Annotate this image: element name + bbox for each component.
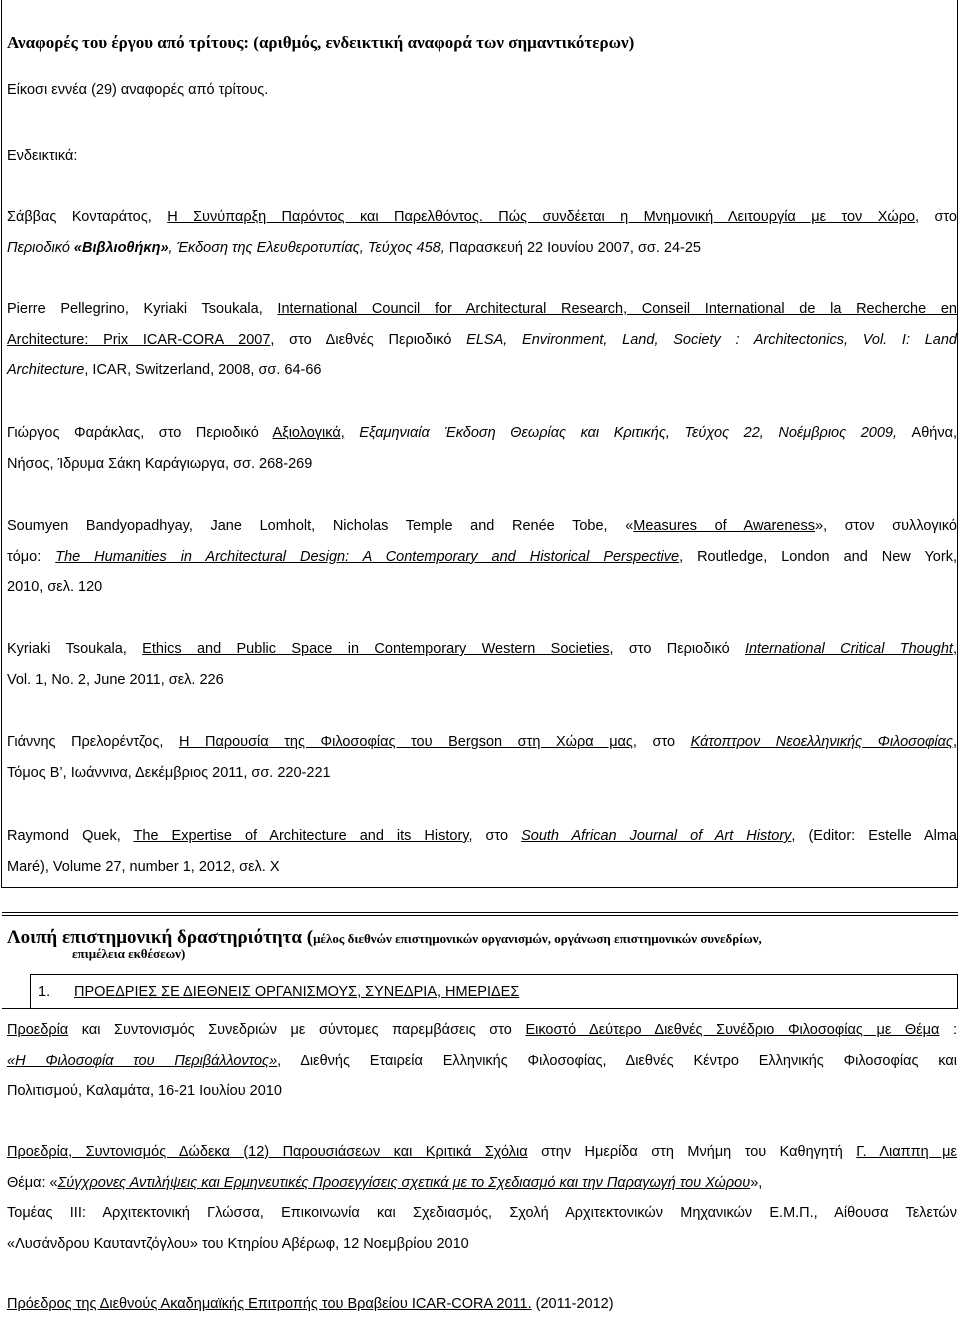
c7-author: Raymond Quek,: [7, 828, 134, 844]
e1-role: Προεδρία: [7, 1022, 69, 1038]
citations-count: [7, 75, 957, 106]
e2-theme-post: »,: [750, 1174, 763, 1191]
citation-4: [7, 511, 957, 603]
c1-sep: , στο: [915, 209, 957, 225]
c7-title: The Expertise of Architecture and its History: [133, 828, 469, 844]
c2-mid: , στο: [270, 331, 326, 348]
other-heading-sub: επιμέλεια εκθέσεων): [72, 946, 186, 961]
c4-book: The Humanities in Architectural Design: A Contemporary and Historical Perspective: [55, 548, 680, 565]
citations-count-text: Είκοσι εννέα (29) αναφορές από τρίτους.: [7, 82, 269, 98]
c5-author: Kyriaki Tsoukala,: [7, 641, 143, 657]
c7-journal: South African Journal of Art History: [521, 828, 792, 844]
e1-tail: Πολιτισμού, Καλαμάτα, 16-21 Ιουλίου 2010: [7, 1083, 282, 1099]
entry-2: [7, 1137, 957, 1259]
e3-years: (2011-2012): [531, 1296, 614, 1312]
citations-heading-text: Αναφορές του έργου από τρίτους: (αριθμός, ενδεικτική αναφορά των σημαντικότερων): [7, 33, 635, 52]
e2-mid: στην Ημερίδα στη Μνήμη του Καθηγητή: [527, 1144, 857, 1160]
e1-conference: Εικοστό Δεύτερο Διεθνές Συνέδριο Φιλοσοφίας με Θέμα: [525, 1022, 940, 1038]
c7-rest: , (Editor: Estelle Alma: [791, 828, 957, 844]
c5-mid: , στο Περιοδικό: [609, 641, 745, 657]
c5-journal: International Critical Thought: [744, 641, 953, 657]
c2-title-line2: Architecture: Prix ICAR-CORA 2007: [7, 331, 271, 348]
e2-line3: Τομέας ΙΙΙ: Αρχιτεκτονική Γλώσσα, Επικοινωνία και Σχεδιασμός, Σχολή Αρχιτεκτονικών Μηχανικών Ε.Μ.Π., Αίθουσα Τελετών: [7, 1205, 957, 1221]
e1-colon: :: [939, 1022, 958, 1038]
c1-pre: Περιοδικό: [7, 239, 74, 256]
section-divider-2: [2, 915, 958, 916]
citation-7: [7, 821, 957, 882]
c6-title: Η Παρουσία της Φιλοσοφίας του Bergson στη Χώρα μας: [178, 734, 633, 750]
c5-tail: Vol. 1, No. 2, June 2011, σελ. 226: [7, 671, 224, 688]
c6-tail: Τόμος Β’, Ιωάννινα, Δεκέμβριος 2011, σσ. 220-221: [7, 764, 331, 781]
citation-6: [7, 727, 957, 788]
section-underline: [2, 1008, 958, 1009]
c6-author: Γιάννης Πρελορέντζος,: [7, 734, 179, 750]
e1-mid: και Συντονισμός Συνεδριών με σύντομες παρεμβάσεις στο: [68, 1022, 526, 1038]
c3-author: Γιώργος Φαράκλας, στο Περιοδικό: [7, 425, 273, 441]
section-divider: [2, 912, 958, 913]
e2-person: Γ. Λιαππη με: [856, 1144, 957, 1160]
citations-heading: [7, 28, 957, 59]
section-title: ΠΡΟΕΔΡΙΕΣ ΣΕ ΔΙΕΘΝΕΙΣ ΟΡΓΑΝΙΣΜΟΥΣ, ΣΥΝΕΔΡΙΑ, ΗΜΕΡΙΔΕΣ: [74, 984, 520, 1000]
citation-1: [7, 202, 957, 263]
c2-journal-line2: Architecture: [7, 362, 85, 378]
c3-journal: Αξιολογικά,: [272, 425, 345, 441]
c3-desc: Εξαμηνιαία Έκδοση Θεωρίας και Κριτικής, Τεύχος 22, Νοέμβριος 2009,: [344, 425, 912, 441]
c2-journal: ELSA, Environment, Land, Society : Architectonics, Vol. I: Land: [466, 331, 957, 348]
c2-title-line1: International Council for Architectural Research, Conseil International de la Recherche en: [277, 301, 957, 317]
citation-3: [7, 418, 957, 479]
section-heading: [38, 981, 519, 1003]
c3-tail-line1: Αθήνα,: [911, 425, 957, 441]
c6-journal: Κάτοπτρον Νεοελληνικής Φιλοσοφίας: [690, 734, 953, 750]
c4-title: Measures of Awareness: [633, 518, 815, 534]
entry-3: [7, 1289, 957, 1320]
c2-rest: , ICAR, Switzerland, 2008, σσ. 64-66: [84, 362, 322, 378]
c1-edition: , Έκδοση της Ελευθεροτυπίας, Τεύχος 458,: [168, 239, 449, 256]
c4-authors: Soumyen Bandyopadhyay, Jane Lomholt, Nicholas Temple and Renée Tobe, «: [7, 518, 634, 534]
c4-rest: , Routledge, London and New York,: [679, 548, 957, 565]
other-heading-main: Λοιπή επιστημονική δραστηριότητα (: [7, 927, 314, 948]
c4-mid: », στον συλλογικό: [815, 518, 957, 534]
e1-theme: «Η Φιλοσοφία του Περιβάλλοντος»: [7, 1052, 278, 1069]
other-heading-small: μέλος διεθνών επιστημονικών οργανισμών, οργάνωση επιστημονικών συνεδρίων,: [313, 931, 762, 946]
e1-rest: , Διεθνής Εταιρεία Ελληνικής Φιλοσοφίας, Διεθνές Κέντρο Ελληνικής Φιλοσοφίας και: [277, 1052, 957, 1069]
e3-role: Πρόεδρος της Διεθνούς Ακαδημαϊκής Επιτροπής του Βραβείου ICAR-CORA 2011.: [7, 1296, 532, 1312]
e2-role: Προεδρία, Συντονισμός Δώδεκα (12) Παρουσιάσεων και Κριτικά Σχόλια: [7, 1144, 528, 1160]
c4-pre: τόμο:: [7, 548, 56, 565]
citation-5: [7, 634, 957, 695]
c2-journal-label: Διεθνές Περιοδικό: [325, 331, 467, 348]
c2-authors: Pierre Pellegrino, Kyriaki Tsoukala,: [7, 301, 278, 317]
c7-mid: , στο: [468, 828, 522, 844]
c6-mid: , στο: [632, 734, 691, 750]
citation-2: [7, 294, 957, 386]
e2-theme-pre: Θέμα: «: [7, 1174, 58, 1191]
indicative-text: Ενδεικτικά:: [7, 148, 78, 164]
c1-author: Σάββας Κονταράτος,: [7, 209, 168, 225]
c5-comma: ,: [952, 641, 957, 657]
c1-date: Παρασκευή 22 Ιουνίου 2007, σσ. 24-25: [448, 239, 701, 256]
c3-tail-line2: Νήσος, Ίδρυμα Σάκη Καράγιωργα, σσ. 268-269: [7, 455, 313, 472]
section-number: 1.: [38, 984, 51, 1000]
indicative-label: [7, 141, 957, 172]
c1-journal: «Βιβλιοθήκη»: [73, 239, 169, 256]
c1-title: Η Συνύπαρξη Παρόντος και Παρελθόντος. Πώς συνδέεται η Μνημονική Λειτουργία με τον Χώρο: [167, 209, 916, 225]
c5-title: Ethics and Public Space in Contemporary Western Societies: [142, 641, 610, 657]
e2-theme: Σύγχρονες Αντιλήψεις και Ερμηνευτικές Προσεγγίσεις σχετικά με το Σχεδιασμό και την Παραγωγή του Χώρου: [57, 1174, 751, 1191]
c6-comma: ,: [952, 734, 957, 750]
entry-1: [7, 1015, 957, 1107]
c4-tail: 2010, σελ. 120: [7, 579, 103, 595]
e2-line4: «Λυσάνδρου Καυταντζόγλου» του Κτηρίου Αβέρωφ, 12 Νοεμβρίου 2010: [7, 1235, 469, 1252]
c7-tail: Maré), Volume 27, number 1, 2012, σελ. Χ: [7, 858, 280, 875]
